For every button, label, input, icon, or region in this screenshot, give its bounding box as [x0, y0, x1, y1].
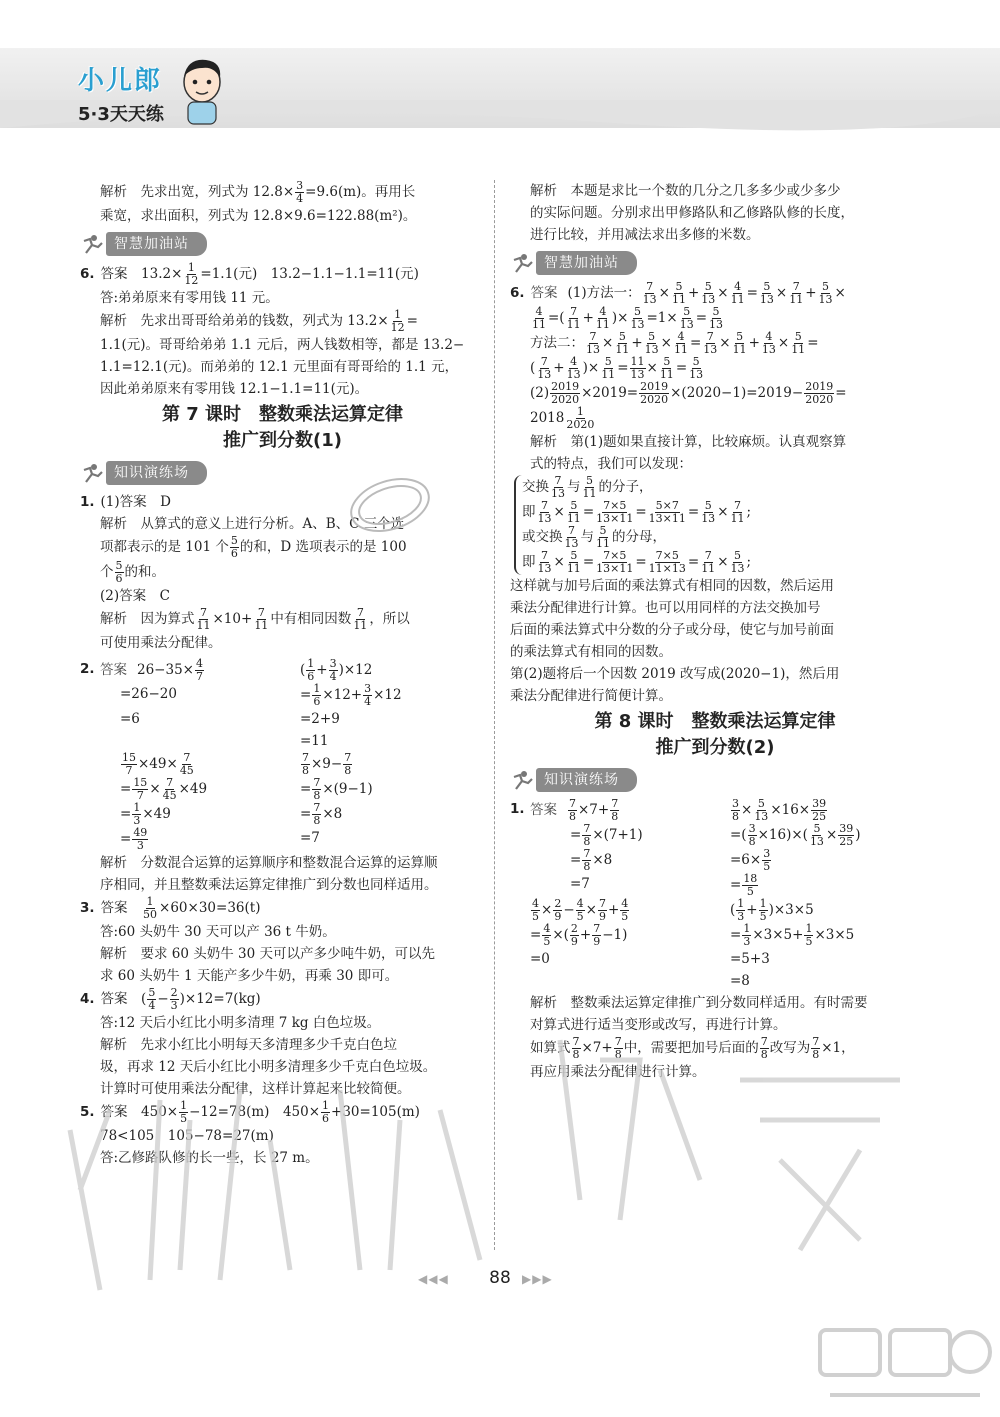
- fraction: $\frac{3}{4}$: [296, 179, 304, 205]
- runner-icon: [510, 769, 536, 791]
- q2-calculations: 2. 答案 26−35× $\frac{4}{7}$ ( $\frac{1}{6}$ + $\frac{3}{4}$ )×12 =26−20 = $\frac{1}{6}$ ×12+ $\frac{3}{4}$ ×12 =6 =2+9 =11 $\frac{15}{7}$ ×49× $\frac{7}{45}$ $\frac{7}{8}$ ×9− $\frac{7}{8}$ = $\frac{15}{7}$ × $\frac{7}{45}$ ×49 = $\frac{7}{8}$ ×(9−1) = $\frac{1}{3}$ ×49 = $\frac{7}{8}$ ×8 = $\frac{49}{3}$ =7: [80, 657, 402, 852]
- brand-title: 小儿郎: [78, 66, 163, 96]
- intro-line-2: 乘宽，求出面积，列式为 12.8×9.6=122.88(m²)。: [100, 208, 417, 224]
- lesson-title-8: 第 8 课时 整数乘法运算定律 推广到分数(2): [594, 711, 836, 758]
- prev-arrows-icon: ◀◀◀: [418, 1272, 449, 1286]
- left-column: 解析 先求出宽，列式为 12.8× $\frac{3}{4}$ =9.6(m)。再用长 乘宽，求出面积，列式为 12.8×9.6=122.88(m²)。 智慧加油站 6. 答案 13.2× $\frac{1}{12}$ =1.1(元) 13.2−1.1−1.1=11(元) 答:弟弟原来有零用钱 11 元。 解析 先求出哥哥给弟弟的钱数，列式为 13.2× $\frac{1}{12}$ = 1.1(元)。哥哥给弟弟 1.1 元后，两人钱数相等，都是 13.2− 1.1=12.1(元)。而弟弟的 12.1 元里面有哥哥给的 1.1 元， 因此弟弟原来有零用钱 12.1−1.1=11(元)。 第 7 课时 整数乘法运算定律 推广到分数(1) 知识演练场 1. (1)答案 D 解析 从算式的意义上进行分析。A、B、C 三个选 项都表示的是 101 个 $\frac{5}{6}$ 的和，D 选项表示的是 100 个 $\frac{5}{6}$ 的和。 (2)答案 C 解析 因为算式 $\frac{7}{11}$ ×10+ $\frac{7}{11}$ 中有相同因数 $\frac{7}{11}$ ，所以 可使用乘法分配律。 2. 答案 26−35× $\frac{4}{7}$ ( $\frac{1}{6}$ + $\frac{3}{4}$ )×12 =26−20 = $\frac{1}{6}$ ×12+ $\frac{3}{4}$ ×12 =6 =2+9 =11 $\frac{15}{7}$ ×49× $\frac{7}{45}$ $\frac{7}{8}$ ×9− $\frac{7}{8}$ = $\frac{15}{7}$ × $\frac{7}{45}$ ×49 = $\frac{7}{8}$ ×(9−1) = $\frac{1}{3}$ ×49 = $\frac{7}{8}$ ×8 = $\frac{49}{3}$ =7 解析 分数混合运算的运算顺序和整数混合运算的运算顺 序相同，并且整数乘法运算定律推广到分数也同样适用。 3. 答案 $\frac{1}{50}$ ×60×30=36(t) 答:60 头奶牛 30 天可以产 36 t 牛奶。 解析 要求 60 头奶牛 30 天可以产多少吨牛奶，可以先 求 60 头奶牛 1 天能产多少牛奶，再乘 30 即可。 4. 答案 ( $\frac{5}{4}$ − $\frac{2}{3}$ )×12=7(kg) 答:12 天后小红比小明多清理 7 kg 白色垃圾。 解析 先求小红比小明每天多清理多少千克白色垃 圾，再求 12 天后小红比小明多清理多少千克白色垃圾。 计算时可使用乘法分配律，这样计算起来比较简便。 5. 答案 450× $\frac{1}{5}$ −12=78(m) 450× $\frac{1}{6}$ +30=105(m) 78<105 105−78=27(m) 答:乙修路队修的长一些，长 27 m。: [80, 180, 485, 1169]
- section-banner-wisdom: 智慧加油站: [510, 252, 637, 274]
- section-banner-practice: 知识演练场: [80, 462, 207, 484]
- intro-line-1: 解析 先求出宽，列式为 12.8× $\frac{3}{4}$ =9.6(m)。再用长: [100, 179, 416, 205]
- answer-text: 答案 13.2×: [100, 266, 183, 282]
- section-banner-label: 智慧加油站: [106, 232, 207, 256]
- section-banner-practice: 知识演练场: [510, 769, 637, 791]
- lesson-title-7: 第 7 课时 整数乘法运算定律 推广到分数(1): [161, 404, 404, 451]
- right-column: 解析 本题是求比一个数的几分之几多多少或少多少 的实际问题。分别求出甲修路队和乙修路队修的长度， 进行比较，并用减法求出多修的米数。 智慧加油站 6. 答案 (1)方法一： $\frac{7}{13}$ × $\frac{5}{11}$ + $\frac{5}{13}$ × $\frac{4}{11}$ = $\frac{5}{13}$ × $\frac{7}{11}$ + $\frac{5}{13}$ × $\frac{4}{11}$ =( $\frac{7}{11}$ + $\frac{4}{11}$ )× $\frac{5}{13}$ =1× $\frac{5}{13}$ = $\frac{5}{13}$ 方法二： $\frac{7}{13}$ × $\frac{5}{11}$ + $\frac{5}{13}$ × $\frac{4}{11}$ = $\frac{7}{13}$ × $\frac{5}{11}$ + $\frac{4}{13}$ × $\frac{5}{11}$ = ( $\frac{7}{13}$ + $\frac{4}{13}$ )× $\frac{5}{11}$ = $\frac{11}{13}$ × $\frac{5}{11}$ = $\frac{5}{13}$ (2) $\frac{2019}{2020}$ ×2019= $\frac{2019}{2020}$ ×(2020−1)=2019− $\frac{2019}{2020}$ = 2018 $\frac{1}{2020}$ 解析 第(1)题如果直接计算，比较麻烦。认真观察算 式的特点，我们可以发现： 交换 $\frac{7}{13}$ 与 $\frac{5}{11}$ 的分子， 即 $\frac{7}{13}$ × $\frac{5}{11}$ = $\frac{7\times 5}{13\times 11}$ = $\frac{5\times 7}{13\times 11}$ = $\frac{5}{13}$ × $\frac{7}{11}$ ; 或交换 $\frac{7}{13}$ 与 $\frac{5}{11}$ 的分母， 即 $\frac{7}{13}$ × $\frac{5}{11}$ = $\frac{7\times 5}{13\times 11}$ = $\frac{7\times 5}{11\times 13}$ = $\frac{7}{11}$ × $\frac{5}{13}$ ; 这样就与加号后面的乘法算式有相同的因数，然后运用 乘法分配律进行计算。也可以用同样的方法交换加号 后面的乘法算式中分数的分子或分母，使它与加号前面 的乘法算式有相同的因数。 第(2)题将后一个因数 2019 改写成(2020−1)，然后用 乘法分配律进行简便计算。 第 8 课时 整数乘法运算定律 推广到分数(2) 知识演练场 1. 答案 $\frac{7}{8}$ ×7+ $\frac{7}{8}$ $\frac{3}{8}$ × $\frac{5}{13}$ ×16× $\frac{39}{25}$ = $\frac{7}{8}$ ×(7+1) =( $\frac{3}{8}$ ×16)×( $\frac{5}{13}$ × $\frac{39}{25}$ ) = $\frac{7}{8}$ ×8 =6× $\frac{3}{5}$ =7 = $\frac{18}{5}$ $\frac{4}{5}$ × $\frac{2}{9}$ − $\frac{4}{5}$ × $\frac{7}{9}$ + $\frac{4}{5}$ ( $\frac{1}{3}$ + $\frac{1}{5}$ )×3×5 = $\frac{4}{5}$ ×( $\frac{2}{9}$ + $\frac{7}{9}$ −1) = $\frac{1}{3}$ ×3×5+ $\frac{1}{5}$ ×3×5 =0 =5+3 =8 解析 整数乘法运算定律推广到分数同样适用。有时需要 对算式进行适当变形或改写，再进行计算。 如算式 $\frac{7}{8}$ ×7+ $\frac{7}{8}$ 中，需要把加号后面的 $\frac{7}{8}$ 改写为 $\frac{7}{8}$ ×1， 再应用乘法分配律进行计算。: [510, 180, 920, 1083]
- next-arrows-icon: ▶▶▶: [522, 1272, 553, 1286]
- brand-logo: [78, 56, 228, 136]
- runner-icon: [80, 462, 106, 484]
- runner-icon: [510, 252, 536, 274]
- section-banner-wisdom: [80, 233, 207, 255]
- q1-calculations: 1. 答案 $\frac{7}{8}$ ×7+ $\frac{7}{8}$ $\frac{3}{8}$ × $\frac{5}{13}$ ×16× $\frac{39}{25}$ = $\frac{7}{8}$ ×(7+1) =( $\frac{3}{8}$ ×16)×( $\frac{5}{13}$ × $\frac{39}{25}$ ) = $\frac{7}{8}$ ×8 =6× $\frac{3}{5}$ =7 = $\frac{18}{5}$ $\frac{4}{5}$ × $\frac{2}{9}$ − $\frac{4}{5}$ × $\frac{7}{9}$ + $\frac{4}{5}$ ( $\frac{1}{3}$ + $\frac{1}{5}$ )×3×5 = $\frac{4}{5}$ ×( $\frac{2}{9}$ + $\frac{7}{9}$ −1) = $\frac{1}{3}$ ×3×5+ $\frac{1}{5}$ ×3×5 =0 =5+3 =8: [510, 797, 861, 989]
- boy-mascot-icon: [178, 56, 226, 126]
- brand-subtitle: 5·3天天练: [78, 104, 164, 125]
- answer-conclusion: 答:弟弟原来有零用钱 11 元。: [100, 290, 279, 306]
- homework-stamp-icon: [345, 470, 435, 540]
- corner-watermark-logo: [810, 1320, 995, 1415]
- exchange-brace: 交换 $\frac{7}{13}$ 与 $\frac{5}{11}$ 的分子， 即 $\frac{7}{13}$ × $\frac{5}{11}$ = $\frac{7\times 5}{13\times 11}$ = $\frac{5\times 7}{13\times 11}$ = $\frac{5}{13}$ × $\frac{7}{11}$ ; 或交换 $\frac{7}{13}$ 与 $\frac{5}{11}$ 的分母， 即 $\frac{7}{13}$ × $\frac{5}{11}$ = $\frac{7\times 5}{13\times 11}$ = $\frac{7\times 5}{11\times 13}$ = $\frac{7}{11}$ × $\frac{5}{13}$ ;: [514, 475, 920, 575]
- runner-icon: [80, 233, 106, 255]
- page-number: 88: [489, 1268, 511, 1288]
